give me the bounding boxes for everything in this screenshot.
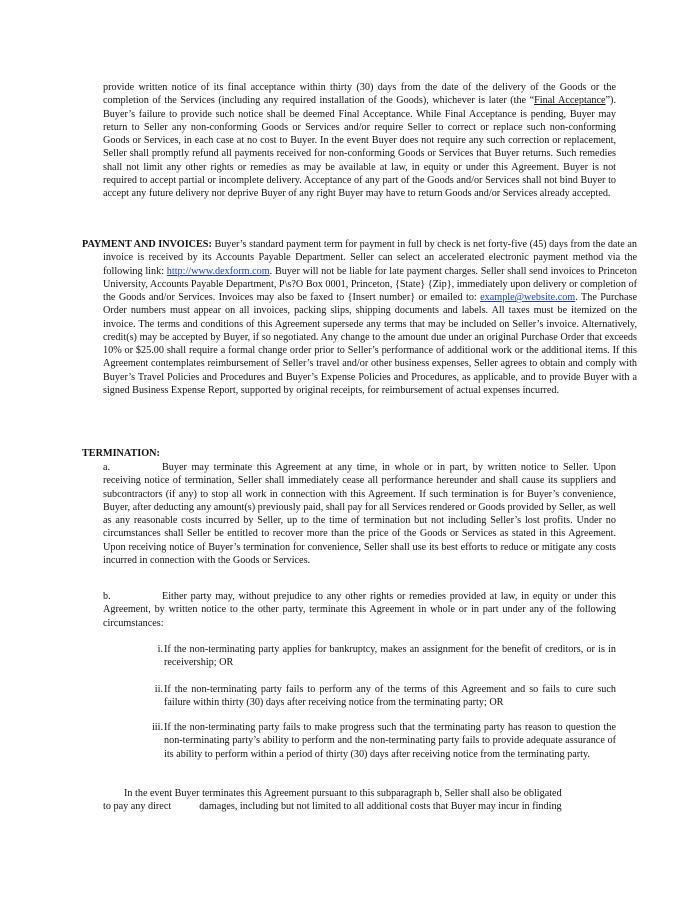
termination-clause-a [103,461,616,567]
clause-a-text: Buyer may terminate this Agreement at any time, in whole or in part, by written notice to Seller. Upon receiving notice of termination, Seller shall immediately cease all performance hereunder and shall cause its suppliers and subcontractors (if any) to stop all work in connection with this Agreement. If such termination is for Buyer’s convenience, Buyer, after deducting any amount(s) previously paid, shall pay for all Services rendered or Goods provided by Seller, as well as any reasonable costs incurred by Seller, up to the time of termination but not including Seller’s lost profits. Under no circumstances shall Seller be entitled to recover more than the price of the Goods or Services as stated in this Agreement. Upon receiving notice of Buyer’s termination for convenience, Seller shall use its best efforts to reduce or mitigate any costs incurred in connection with the Goods or Services. [103,462,616,566]
circumstance-number: i. [157,644,163,655]
clause-b-text: Either party may, without prejudice to any other rights or remedies provided at law, in equity or under this Agreement, by written notice to the other party, terminate this Agreement in whole or in part under any of the following circumstances: [103,591,616,629]
final-acceptance-paragraph [103,81,616,200]
final-acceptance-text-2: ”). Buyer’s failure to provide such notice shall be deemed Final Acceptance. While Final Acceptance is pending, Buyer may return to Seller any non-conforming Goods or Services and/or require Seller to correct or replace such non-conforming Goods or Services, in each case at no cost to Buyer. In the event Buyer does not require any such correction or replacement, Seller shall promptly refund all payments received for non-conforming Goods or Services that Buyer returns. Such remedies shall not limit any other rights or remedies as may be available at law, in equity or under this Agreement. Buyer is not required to accept partial or incomplete delivery. Acceptance of any part of the Goods and/or Services shall not bind Buyer to accept any future delivery nor deprive Buyer of any right Buyer may have to return Goods and/or Services already accepted. [103,95,616,199]
payment-invoices-paragraph [82,238,637,397]
closing-text-b: damages, including but not limited to all additional costs that Buyer may incur in finding [199,801,562,812]
closing-paragraph-line-2 [103,800,616,813]
payment-heading: PAYMENT AND INVOICES: [82,239,212,250]
circumstance-text: If the non-terminating party fails to make progress such that the terminating party has reason to question the non-terminating party’s ability to perform and the non-terminating party fails to provide adequate assurance of its ability to perform within a period of thirty (30) days after receiving notice from the terminating party. [164,722,616,760]
circumstance-item [143,643,616,670]
final-acceptance-term: Final Acceptance [534,95,606,107]
payment-text-2: . Buyer will not be liable for late payment charges. Seller shall send invoices to Princeton University, Accounts Payable Department, P\s?O Box 0001, Princeton, {State} {Zip}, immediately upon delivery or completion of the Goods and/or Services. Invoices may also be faxed to {Insert number} or emailed to: [103,265,637,303]
payment-link[interactable]: http://www.dexform.com [166,265,270,277]
payment-text-3: . The Purchase Order numbers must appear on all invoices, packing slips, shipping documents and labels. All taxes must be itemized on the invoice. The terms and conditions of this Agreement supersede any terms that may be included on Seller’s invoice. Alternatively, credit(s) may be accepted by Buyer, if so negotiated. Any change to the amount due under an original Purchase Order that exceeds 10% or $25.00 shall require a formal change order prior to Seller’s performance of additional work or the additional items. If this Agreement contemplates reimbursement of Seller’s travel and/or other business expenses, Seller agrees to obtain and comply with Buyer’s Travel Policies and Procedures and Buyer’s Expense Policies and Procedures, as applicable, and to provide Buyer with a signed Business Expense Report, supported by original receipts, for reimbursement of actual expenses incurred. [103,292,637,396]
closing-text-a: to pay any direct [103,801,172,812]
circumstance-item [143,683,616,710]
final-acceptance-text-1: provide written notice of its final acceptance within thirty (30) days from the date of the delivery of the Goods or the completion of the Services (including any required installation of the Goods), whichever is later (the “ [103,82,616,107]
termination-heading: TERMINATION: [82,448,160,459]
clause-b-label: b. [103,591,111,602]
circumstance-item [143,721,616,761]
payment-email-link[interactable]: example@website.com [480,292,576,303]
circumstance-text: If the non-terminating party fails to perform any of the terms of this Agreement and so fails to cure such failure within thirty (30) days after receiving notice from the terminating party; OR [164,684,616,709]
payment-text-1: Buyer’s standard payment term for payment in full by check is net forty-five (45) days from the date an invoice is received by its Accounts Payable Department. Seller can select an accelerated electronic payment method via the following link: [103,239,637,277]
circumstance-number: iii. [151,722,163,733]
termination-clause-b [103,590,616,630]
circumstance-number: ii. [154,684,163,695]
closing-paragraph-line-1: In the event Buyer terminates this Agreement pursuant to this subparagraph b, Seller shall also be obligated [124,788,562,799]
clause-a-label: a. [103,462,111,473]
circumstance-text: If the non-terminating party applies for bankruptcy, makes an assignment for the benefit of creditors, or is in receivership; OR [164,644,616,669]
